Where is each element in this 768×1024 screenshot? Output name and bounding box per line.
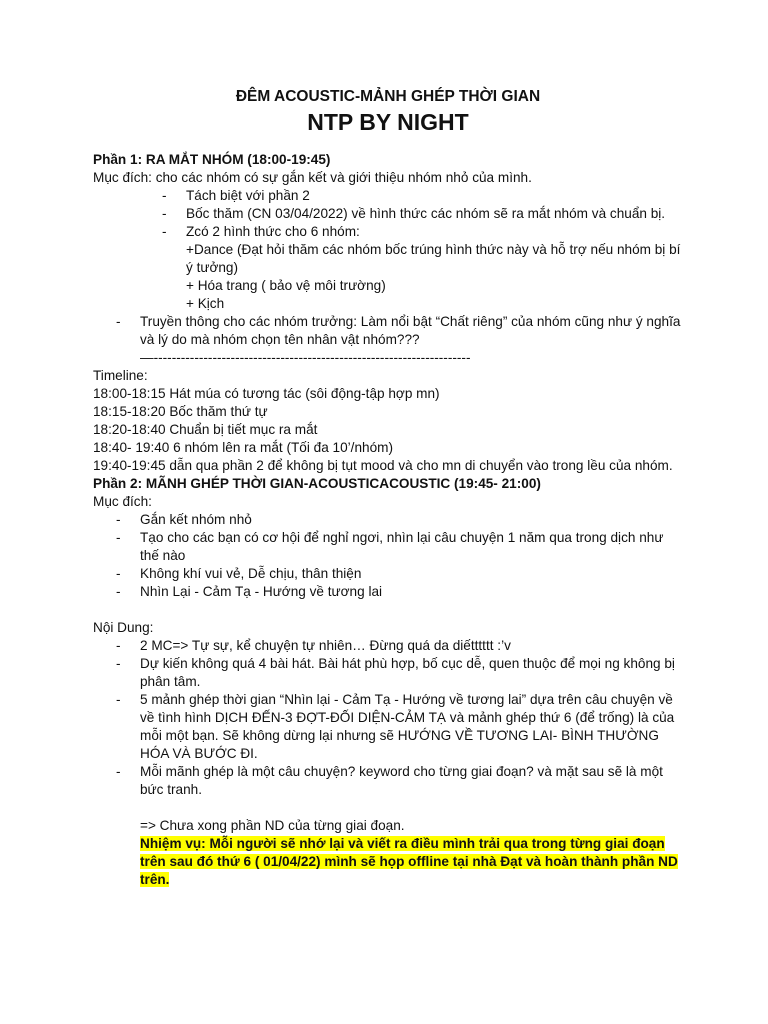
comm-text: - Truyền thông cho các nhóm trưởng: Làm nổi bật “Chất riêng” của nhóm cũng như ý nghĩa và lý do mà nhóm chọn tên nhân vật nhóm???: [140, 314, 681, 347]
forms-intro: - Zcó 2 hình thức cho 6 nhóm:: [186, 224, 360, 239]
form-item: +Dance (Đạt hỏi thăm các nhóm bốc trúng hình thức này và hỗ trợ nếu nhóm bị bí ý tưởng): [186, 242, 681, 275]
timeline-row: 18:15-18:20 Bốc thăm thứ tự: [93, 404, 268, 419]
document-title: ĐÊM ACOUSTIC-MẢNH GHÉP THỜI GIAN: [235, 88, 541, 105]
timeline-label: Timeline:: [93, 368, 148, 383]
task-paragraph: [93, 835, 683, 889]
list-item: - Mỗi mãnh ghép là một câu chuyện? keyword cho từng giai đoạn? và mặt sau sẽ là một bức tranh.: [140, 763, 683, 799]
divider-line: —----------------------------------------------------------------------: [140, 350, 471, 365]
part1-sub-list: [93, 187, 683, 313]
spacer: [93, 601, 683, 619]
list-item: - Tạo cho các bạn có cơ hội để nghỉ ngơi, nhìn lại câu chuyện 1 năm qua trong dịch như thế nào: [140, 529, 683, 565]
document-page: [93, 88, 683, 889]
list-item: - 2 MC=> Tự sự, kể chuyện tự nhiên… Đừng quá da diếtttttt :’v: [140, 637, 683, 655]
list-item: [186, 223, 683, 313]
part2-heading: Phần 2: MÃNH GHÉP THỜI GIAN-ACOUSTICACOUSTIC (19:45- 21:00): [93, 476, 541, 491]
spacer: [93, 799, 683, 817]
part1-comm-list: [93, 313, 683, 367]
part1-heading: Phần 1: RA MẮT NHÓM (18:00-19:45): [93, 152, 331, 167]
list-item: [140, 313, 683, 367]
form-item: + Kịch: [186, 296, 225, 311]
timeline-row: 19:40-19:45 dẫn qua phần 2 để không bị tụt mood và cho mn di chuyển vào trong lều của nhóm.: [93, 458, 673, 473]
list-item: - Dự kiến không quá 4 bài hát. Bài hát phù hợp, bố cục dễ, quen thuộc để mọi ng không bị phân tâm.: [140, 655, 683, 691]
list-item: - Tách biệt với phần 2: [186, 187, 683, 205]
form-item: + Hóa trang ( bảo vệ môi trường): [186, 278, 386, 293]
timeline-row: 18:20-18:40 Chuẩn bị tiết mục ra mắt: [93, 422, 318, 437]
list-item: - Nhìn Lại - Cảm Tạ - Hướng về tương lai: [140, 583, 683, 601]
timeline-row: 18:40- 19:40 6 nhóm lên ra mắt (Tối đa 10’/nhóm): [93, 440, 393, 455]
timeline-row: 18:00-18:15 Hát múa có tương tác (sôi động-tập hợp mn): [93, 386, 440, 401]
part2-purpose-label: Mục đích:: [93, 494, 152, 509]
part2-purpose-list: [93, 511, 683, 601]
task-highlight: Nhiệm vụ: Mỗi người sẽ nhớ lại và viết ra điều mình trải qua trong từng giai đoạn trên sau đó thứ 6 ( 01/04/22) mình sẽ họp offline tại nhà Đạt và hoàn thành phần ND trên.: [140, 836, 678, 887]
document-subtitle: NTP BY NIGHT: [307, 109, 469, 135]
list-item: - Bốc thăm (CN 03/04/2022) về hình thức các nhóm sẽ ra mắt nhóm và chuẩn bị.: [186, 205, 683, 223]
list-item: - 5 mảnh ghép thời gian “Nhìn lại - Cảm Tạ - Hướng về tương lai” dựa trên câu chuyện về về tình hình DỊCH ĐẾN-3 ĐỢT-ĐỐI DIỆN-CẢM TẠ và mảnh ghép thứ 6 (để trống) là của mỗi một bạn. Sẽ không dừng lại nhưng sẽ HƯỚNG VỀ TƯƠNG LAI- BÌNH THƯỜNG HÓA VÀ BƯỚC ĐI.: [140, 691, 683, 763]
part1-purpose: Mục đích: cho các nhóm có sự gắn kết và giới thiệu nhóm nhỏ của mình.: [93, 170, 532, 185]
list-item: - Không khí vui vẻ, Dễ chịu, thân thiện: [140, 565, 683, 583]
progress-note: => Chưa xong phần ND của từng giai đoạn.: [140, 818, 405, 833]
part2-content-label: Nội Dung:: [93, 620, 154, 635]
part2-content-list: [93, 637, 683, 799]
list-item: - Gắn kết nhóm nhỏ: [140, 511, 683, 529]
